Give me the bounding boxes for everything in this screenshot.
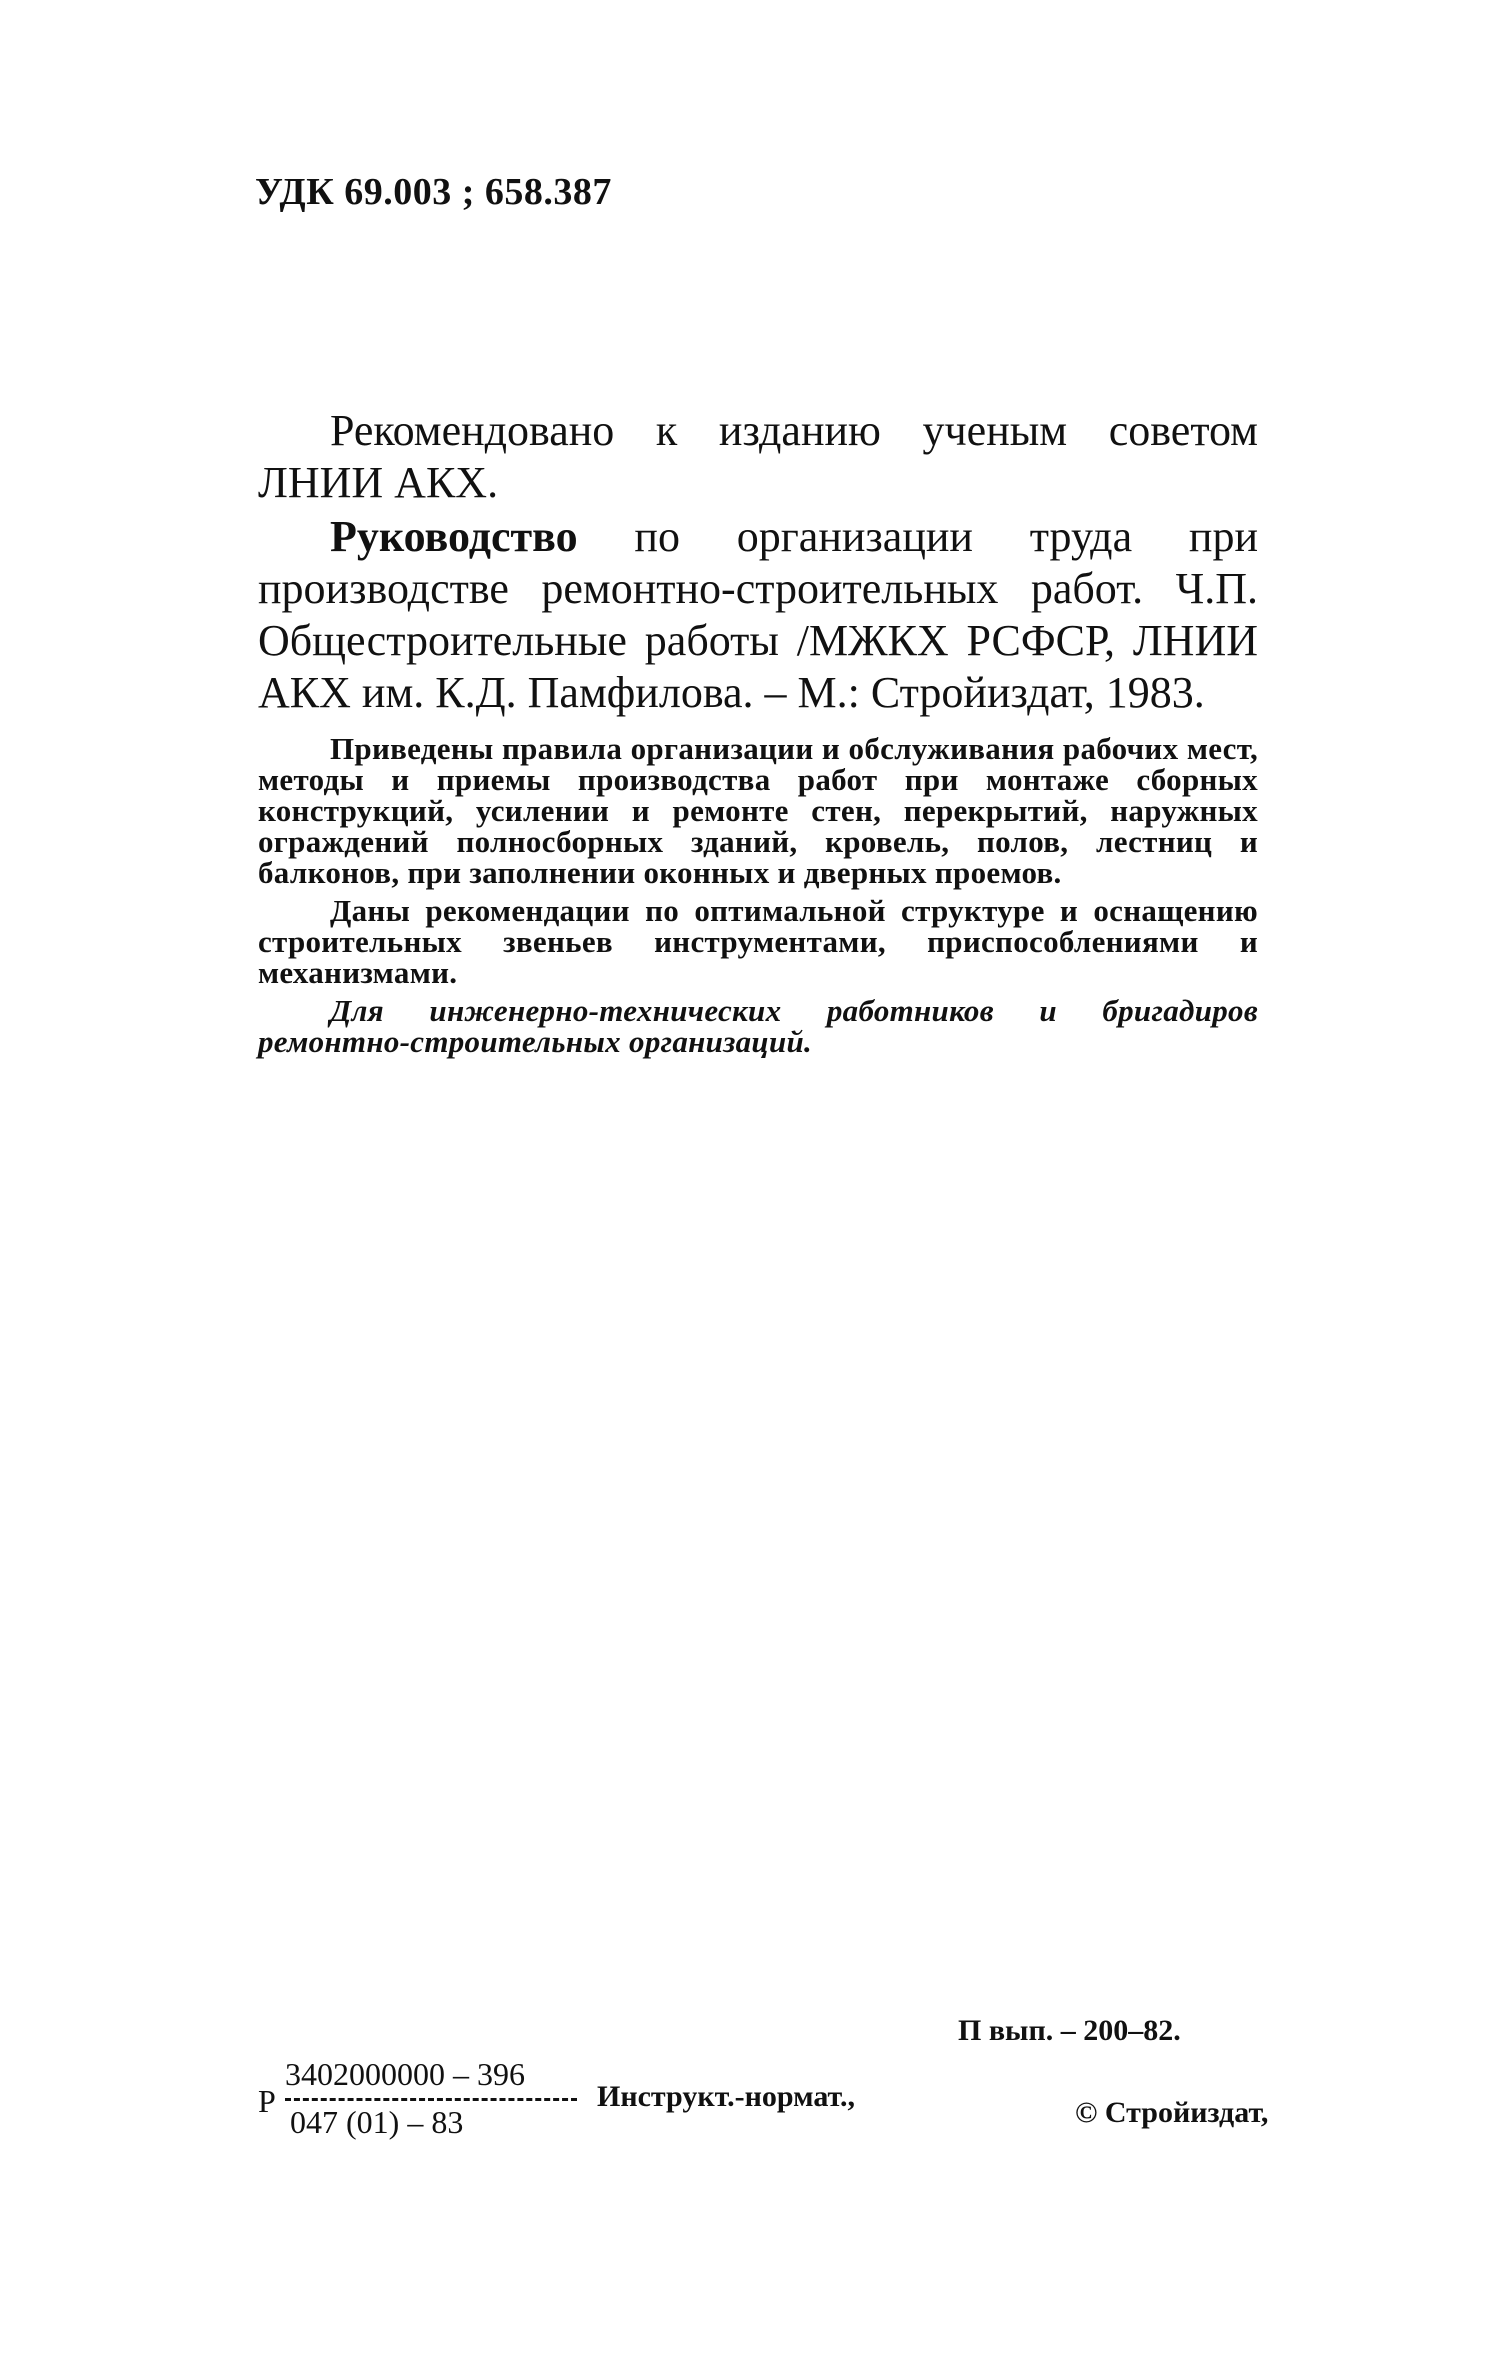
abstract-paragraph-1: Приведены правила организации и обслуживания рабочих мест, методы и приемы производства работ при монтаже сборных конструкций, усилении и ремонте стен, перекрытий, наружных ограждений полносборных зданий, кровель, полов, лестниц и балконов, при заполнении оконных и дверных проемов. [258, 731, 1258, 890]
fraction-divider [285, 2098, 577, 2101]
release-number: П вып. – 200–82. [958, 2014, 1181, 2047]
index-denominator: 047 (01) – 83 [290, 2104, 464, 2140]
title-rest: по организации труда при производстве ремонтно-строительных работ. Ч.П. Общестроительные работы /МЖКХ РСФСР, ЛНИИ АКХ им. К.Д. Памфилова. – М.: Стройиздат, 1983. [258, 512, 1258, 717]
index-letter: Р [258, 2083, 276, 2119]
abstract-paragraph-2: Даны рекомендации по оптимальной структуре и оснащению строительных звеньев инструментами, приспособлениями и механизмами. [258, 893, 1258, 990]
title-word: Руководство [330, 512, 578, 561]
index-numerator: 3402000000 – 396 [285, 2056, 525, 2092]
copyright-publisher: © Стройиздат, [1075, 2096, 1269, 2129]
annotation [258, 733, 1258, 1057]
recommendation-line: Рекомендовано к изданию ученым советом ЛНИИ АКХ. [258, 406, 1258, 507]
udk-code: УДК 69.003 ; 658.387 [255, 171, 612, 213]
instruction-type: Инструкт.-нормат., [597, 2080, 856, 2113]
bibliographic-entry [258, 511, 1258, 719]
audience-note: Для инженерно-технических работников и бригадиров ремонтно-строительных организаций. [258, 993, 1258, 1059]
bibliographic-block [258, 405, 1258, 1064]
